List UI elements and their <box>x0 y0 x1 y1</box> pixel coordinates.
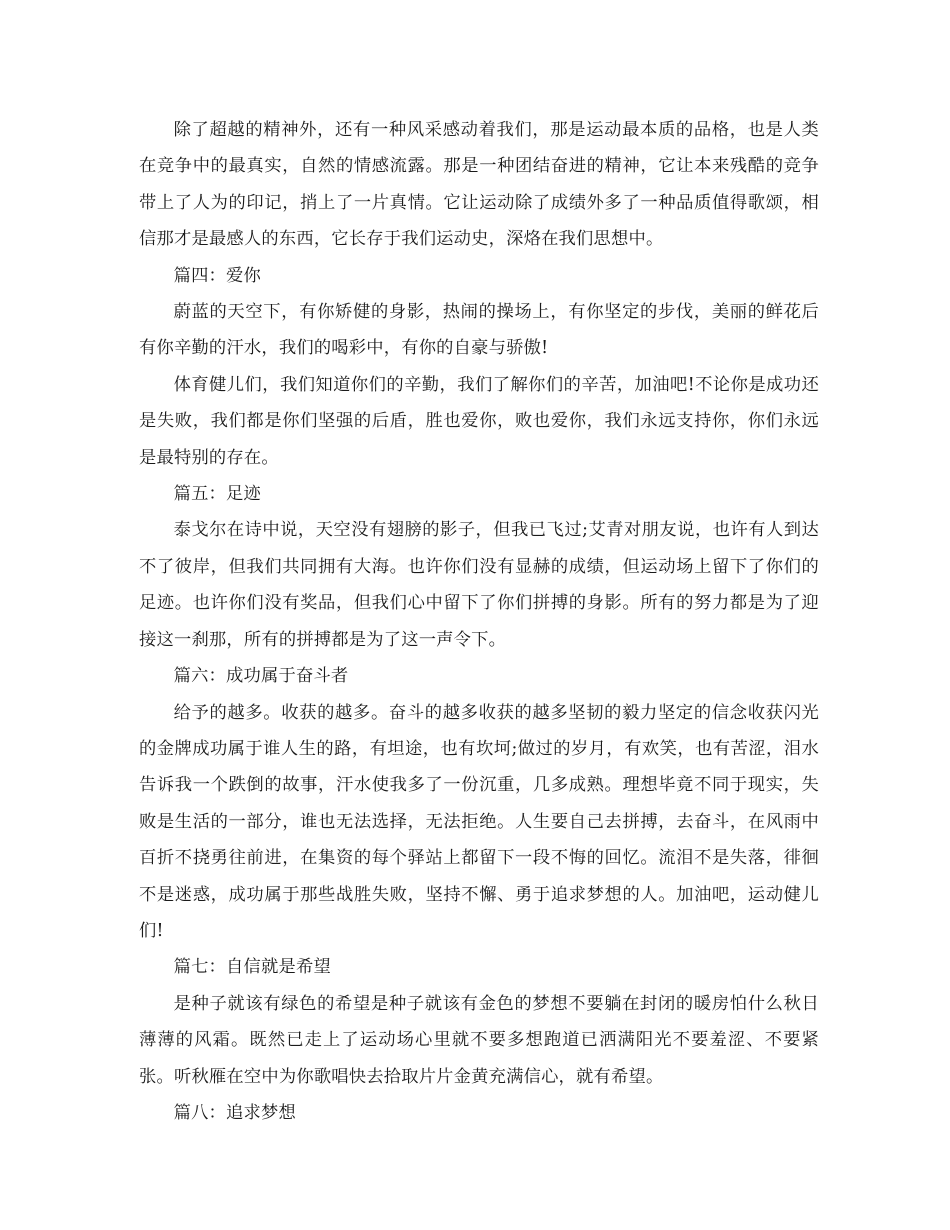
section-heading-6: 篇六：成功属于奋斗者 <box>173 666 349 687</box>
section-heading-5: 篇五：足迹 <box>173 484 262 505</box>
section-heading-7: 篇七：自信就是希望 <box>173 957 331 978</box>
paragraph-athletes-support: 体育健儿们，我们知道你们的辛勤，我们了解你们的辛苦，加油吧!不论你是成功还是失败，我们都是你们坚强的后盾，胜也爱你，败也爱你，我们永远支持你，你们永远是最特别的存在。 <box>139 374 819 468</box>
paragraph-spirit-of-unity: 除了超越的精神外，还有一种风采感动着我们，那是运动最本质的品格，也是人类在竞争中的最真实，自然的情感流露。那是一种团结奋进的精神，它让本来残酷的竞争带上了人为的印记，捎上了一片真情。它让运动除了成绩外多了一种品质值得歌颂，相信那才是最感人的东西，它长存于我们运动史，深烙在我们思想中。 <box>139 120 819 250</box>
paragraph-confidence: 是种子就该有绿色的希望是种子就该有金色的梦想不要躺在封闭的暖房怕什么秋日薄薄的风霜。既然已走上了运动场心里就不要多想跑道已洒满阳光不要羞涩、不要紧张。听秋雁在空中为你歌唱快去拾取片片金黄充满信心，就有希望。 <box>139 993 819 1087</box>
section-heading-8: 篇八：追求梦想 <box>173 1102 296 1123</box>
paragraph-blue-sky: 蔚蓝的天空下，有你矫健的身影，热闹的操场上，有你坚定的步伐，美丽的鲜花后有你辛勤的汗水，我们的喝彩中，有你的自豪与骄傲! <box>139 302 819 359</box>
paragraph-success: 给予的越多。收获的越多。奋斗的越多收获的越多坚韧的毅力坚定的信念收获闪光的金牌成功属于谁人生的路，有坦途，也有坎坷;做过的岁月，有欢笑，也有苦涩，泪水告诉我一个跌倒的故事，汗水使我多了一份沉重，几多成熟。理想毕竟不同于现实，失败是生活的一部分，谁也无法选择，无法拒绝。人生要自己去拼搏，去奋斗，在风雨中百折不挠勇往前进，在集资的每个驿站上都留下一段不悔的回忆。流泪不是失落，徘徊不是迷惑，成功属于那些战胜失败，坚持不懈、勇于追求梦想的人。加油吧，运动健儿们! <box>139 702 819 941</box>
paragraph-footprints: 泰戈尔在诗中说，天空没有翅膀的影子，但我已飞过;艾青对朋友说，也许有人到达不了彼岸，但我们共同拥有大海。也许你们没有显赫的成绩，但运动场上留下了你们的足迹。也许你们没有奖品，但我们心中留下了你们拼搏的身影。所有的努力都是为了迎接这一刹那，所有的拼搏都是为了这一声令下。 <box>139 520 819 650</box>
document-body <box>139 112 819 1131</box>
section-heading-4: 篇四：爱你 <box>173 265 262 286</box>
